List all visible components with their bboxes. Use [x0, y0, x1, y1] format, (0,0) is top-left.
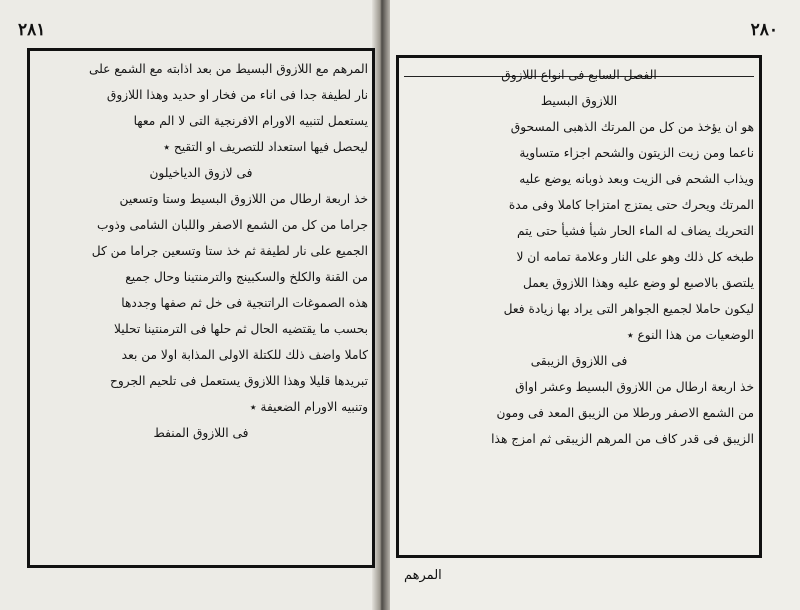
text-line: الجميع على نار لطيفة ثم خذ ستا وتسعين جراما من كل — [91, 244, 368, 258]
text-line: خذ اربعة ارطال من اللازوق البسيط وستا وتسعين — [119, 192, 368, 206]
text-line: المرهم مع اللازوق البسيط من بعد اذابته مع الشمع على — [88, 62, 368, 76]
right-page-text — [404, 62, 754, 452]
text-line: التحريك يضاف له الماء الحار شيأ فشيأ حتى يتم — [517, 224, 754, 238]
text-line: يستعمل لتنبيه الاورام الافرنجية التى لا الم معها — [133, 114, 368, 128]
text-line: ليكون حاملا لجميع الجواهر التى يراد بها زيادة فعل — [503, 302, 754, 316]
section-heading: فى اللازوق الزيبقى — [530, 354, 628, 368]
text-line: هذه الصموغات الراتنجية فى خل ثم صفها وجددها — [121, 296, 368, 310]
section-heading: فى اللازوق المنفط — [153, 426, 249, 440]
section-heading: اللازوق البسيط — [540, 94, 618, 108]
right-page-number: ٢٨٠ — [750, 20, 778, 40]
text-line: خذ اربعة ارطال من اللازوق البسيط وعشر اواق — [515, 380, 754, 394]
text-line: من الشمع الاصفر ورطلا من الزيبق المعد فى ومون — [496, 406, 754, 420]
section-heading: فى لازوق الدياخيلون — [149, 166, 253, 180]
text-line: نار لطيفة جدا فى اناء من فخار او حديد وهذا اللازوق — [106, 88, 368, 102]
text-line: وتنبيه الاورام الضعيفة ٭ — [249, 400, 368, 414]
text-line: ليحصل فيها استعداد للتصريف او التقيح ٭ — [163, 140, 368, 154]
catchword: المرهم — [404, 568, 442, 583]
text-line: هو ان يؤخذ من كل من المرتك الذهبى المسحوق — [510, 120, 754, 134]
left-page-number: ٢٨١ — [18, 20, 46, 40]
text-line: بحسب ما يقتضيه الحال ثم حلها فى الترمنتينا تحليلا — [114, 322, 368, 336]
text-line: جراما من كل من الشمع الاصفر واللبان الشامى وذوب — [96, 218, 368, 232]
text-line: من القنة والكلخ والسكبينج والترمنتينا وحال جميع — [125, 270, 368, 284]
text-line: ناعما ومن زيت الزيتون والشحم اجزاء متساوية — [519, 146, 754, 160]
left-page-text — [34, 56, 368, 446]
text-line: تبريدها قليلا وهذا اللازوق يستعمل فى تلحيم الجروح — [110, 374, 368, 388]
text-line: ويذاب الشحم فى الزيت وبعد ذوبانه يوضع عليه — [519, 172, 754, 186]
text-line: الوضعيات من هذا النوع ٭ — [627, 328, 754, 342]
chapter-title: الفصل السابع فى انواع اللازوق — [501, 68, 657, 82]
text-line: المرتك ويحرك حتى يمتزج امتزاجا كاملا وفى مدة — [508, 198, 754, 212]
text-line: يلتصق بالاصبع لو وضع عليه وهذا اللازوق يعمل — [522, 276, 754, 290]
text-line: الزيبق فى قدر كاف من المرهم الزيبقى ثم امزج هذا — [491, 432, 754, 446]
text-line: كاملا واضف ذلك للكتلة الاولى المذابة اولا من بعد — [121, 348, 368, 362]
text-line: طبخه كل ذلك وهو على النار وعلامة تمامه ان لا — [516, 250, 754, 264]
